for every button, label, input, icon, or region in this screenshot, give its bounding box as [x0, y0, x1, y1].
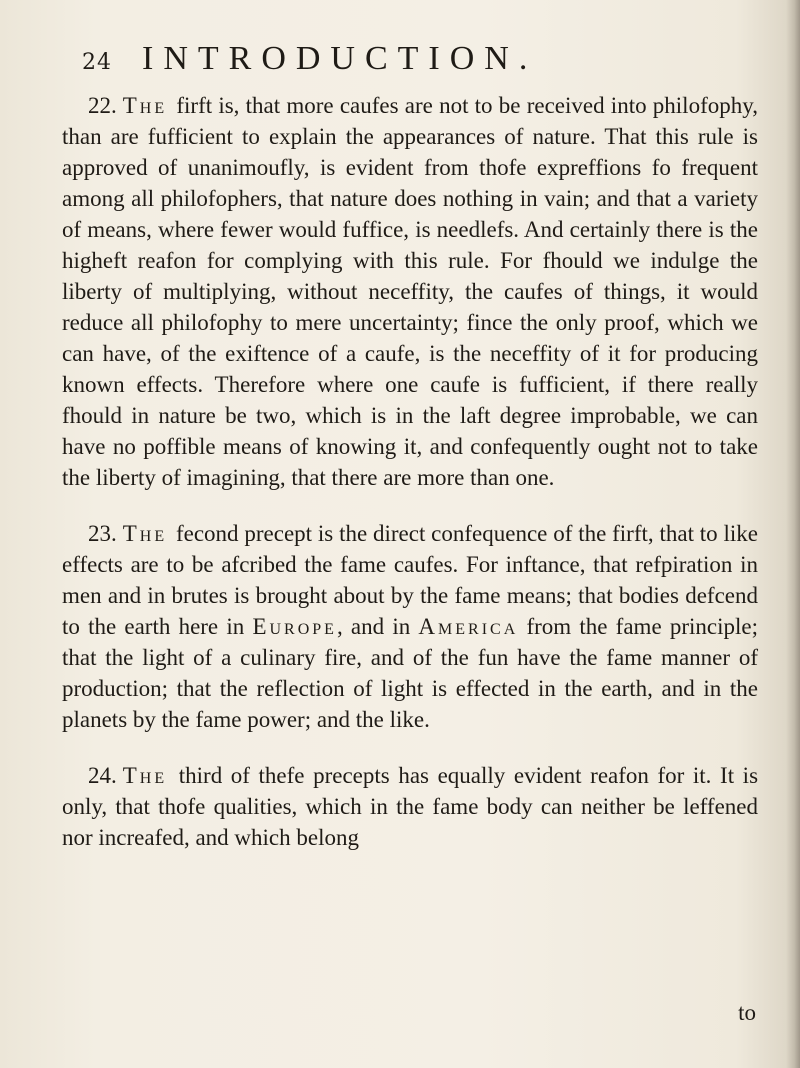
paragraph-text: fecond precept is the direct confequence of the firft, that to like effects are to be afcribed the fame caufes. For inftance, that refpiration in men and in brutes is brought about by the fame means; that bodies defcend to the earth here in	[62, 521, 759, 639]
catchword: to	[738, 1000, 756, 1025]
paragraph-lead-word: The	[122, 93, 168, 118]
paragraph-lead-word: The	[122, 763, 168, 788]
body-text	[62, 90, 758, 853]
paragraph-number: 23.	[88, 521, 117, 546]
paragraph-number: 24.	[88, 763, 117, 788]
place-name-america: America	[418, 614, 519, 639]
paragraph-lead-word: The	[122, 521, 168, 546]
paragraph-23	[62, 518, 758, 735]
page-edge-shadow	[786, 0, 800, 1068]
paragraph-text: third of thefe precepts has equally evident reafon for it. It is only, that thofe qualities, which in the fame body can neither be leffened nor increafed, and which belong	[62, 763, 759, 850]
page-number: 24	[82, 50, 112, 75]
page-header	[82, 40, 754, 80]
place-name-europe: Europe	[252, 614, 337, 639]
paragraph-24	[62, 760, 758, 853]
paragraph-number: 22.	[88, 93, 117, 118]
paragraph-text: , and in	[336, 614, 411, 639]
running-head: INTRODUCTION.	[142, 40, 538, 77]
paragraph-22	[62, 90, 758, 493]
paragraph-text: from the fame principle; that the light of a culinary fire, and of the fun have the fame manner of production; that the reflection of light is effected in the earth, and in the planets by the fame power; and the like.	[62, 614, 758, 732]
paragraph-text: firft is, that more caufes are not to be received into philofophy, than are fufficient to explain the appearances of nature. That this rule is approved of unanimoufly, is evident from thofe expreffions fo frequent among all philofophers, that nature does nothing in vain; and that a variety of means, where fewer would fuffice, is needlefs. And certainly there is the higheft reafon for complying with this rule. For fhould we indulge the liberty of multiplying, without neceffity, the caufes of things, it would reduce all philofophy to mere uncertainty; fince the only proof, which we can have, of the exiftence of a caufe, is the neceffity of it for producing known effects. Therefore where one caufe is fufficient, if there really fhould in nature be two, which is in the laft degree improbable, we can have no poffible means of knowing it, and confequently ought not to take the liberty of imagining, that there are more than one.	[62, 93, 758, 490]
